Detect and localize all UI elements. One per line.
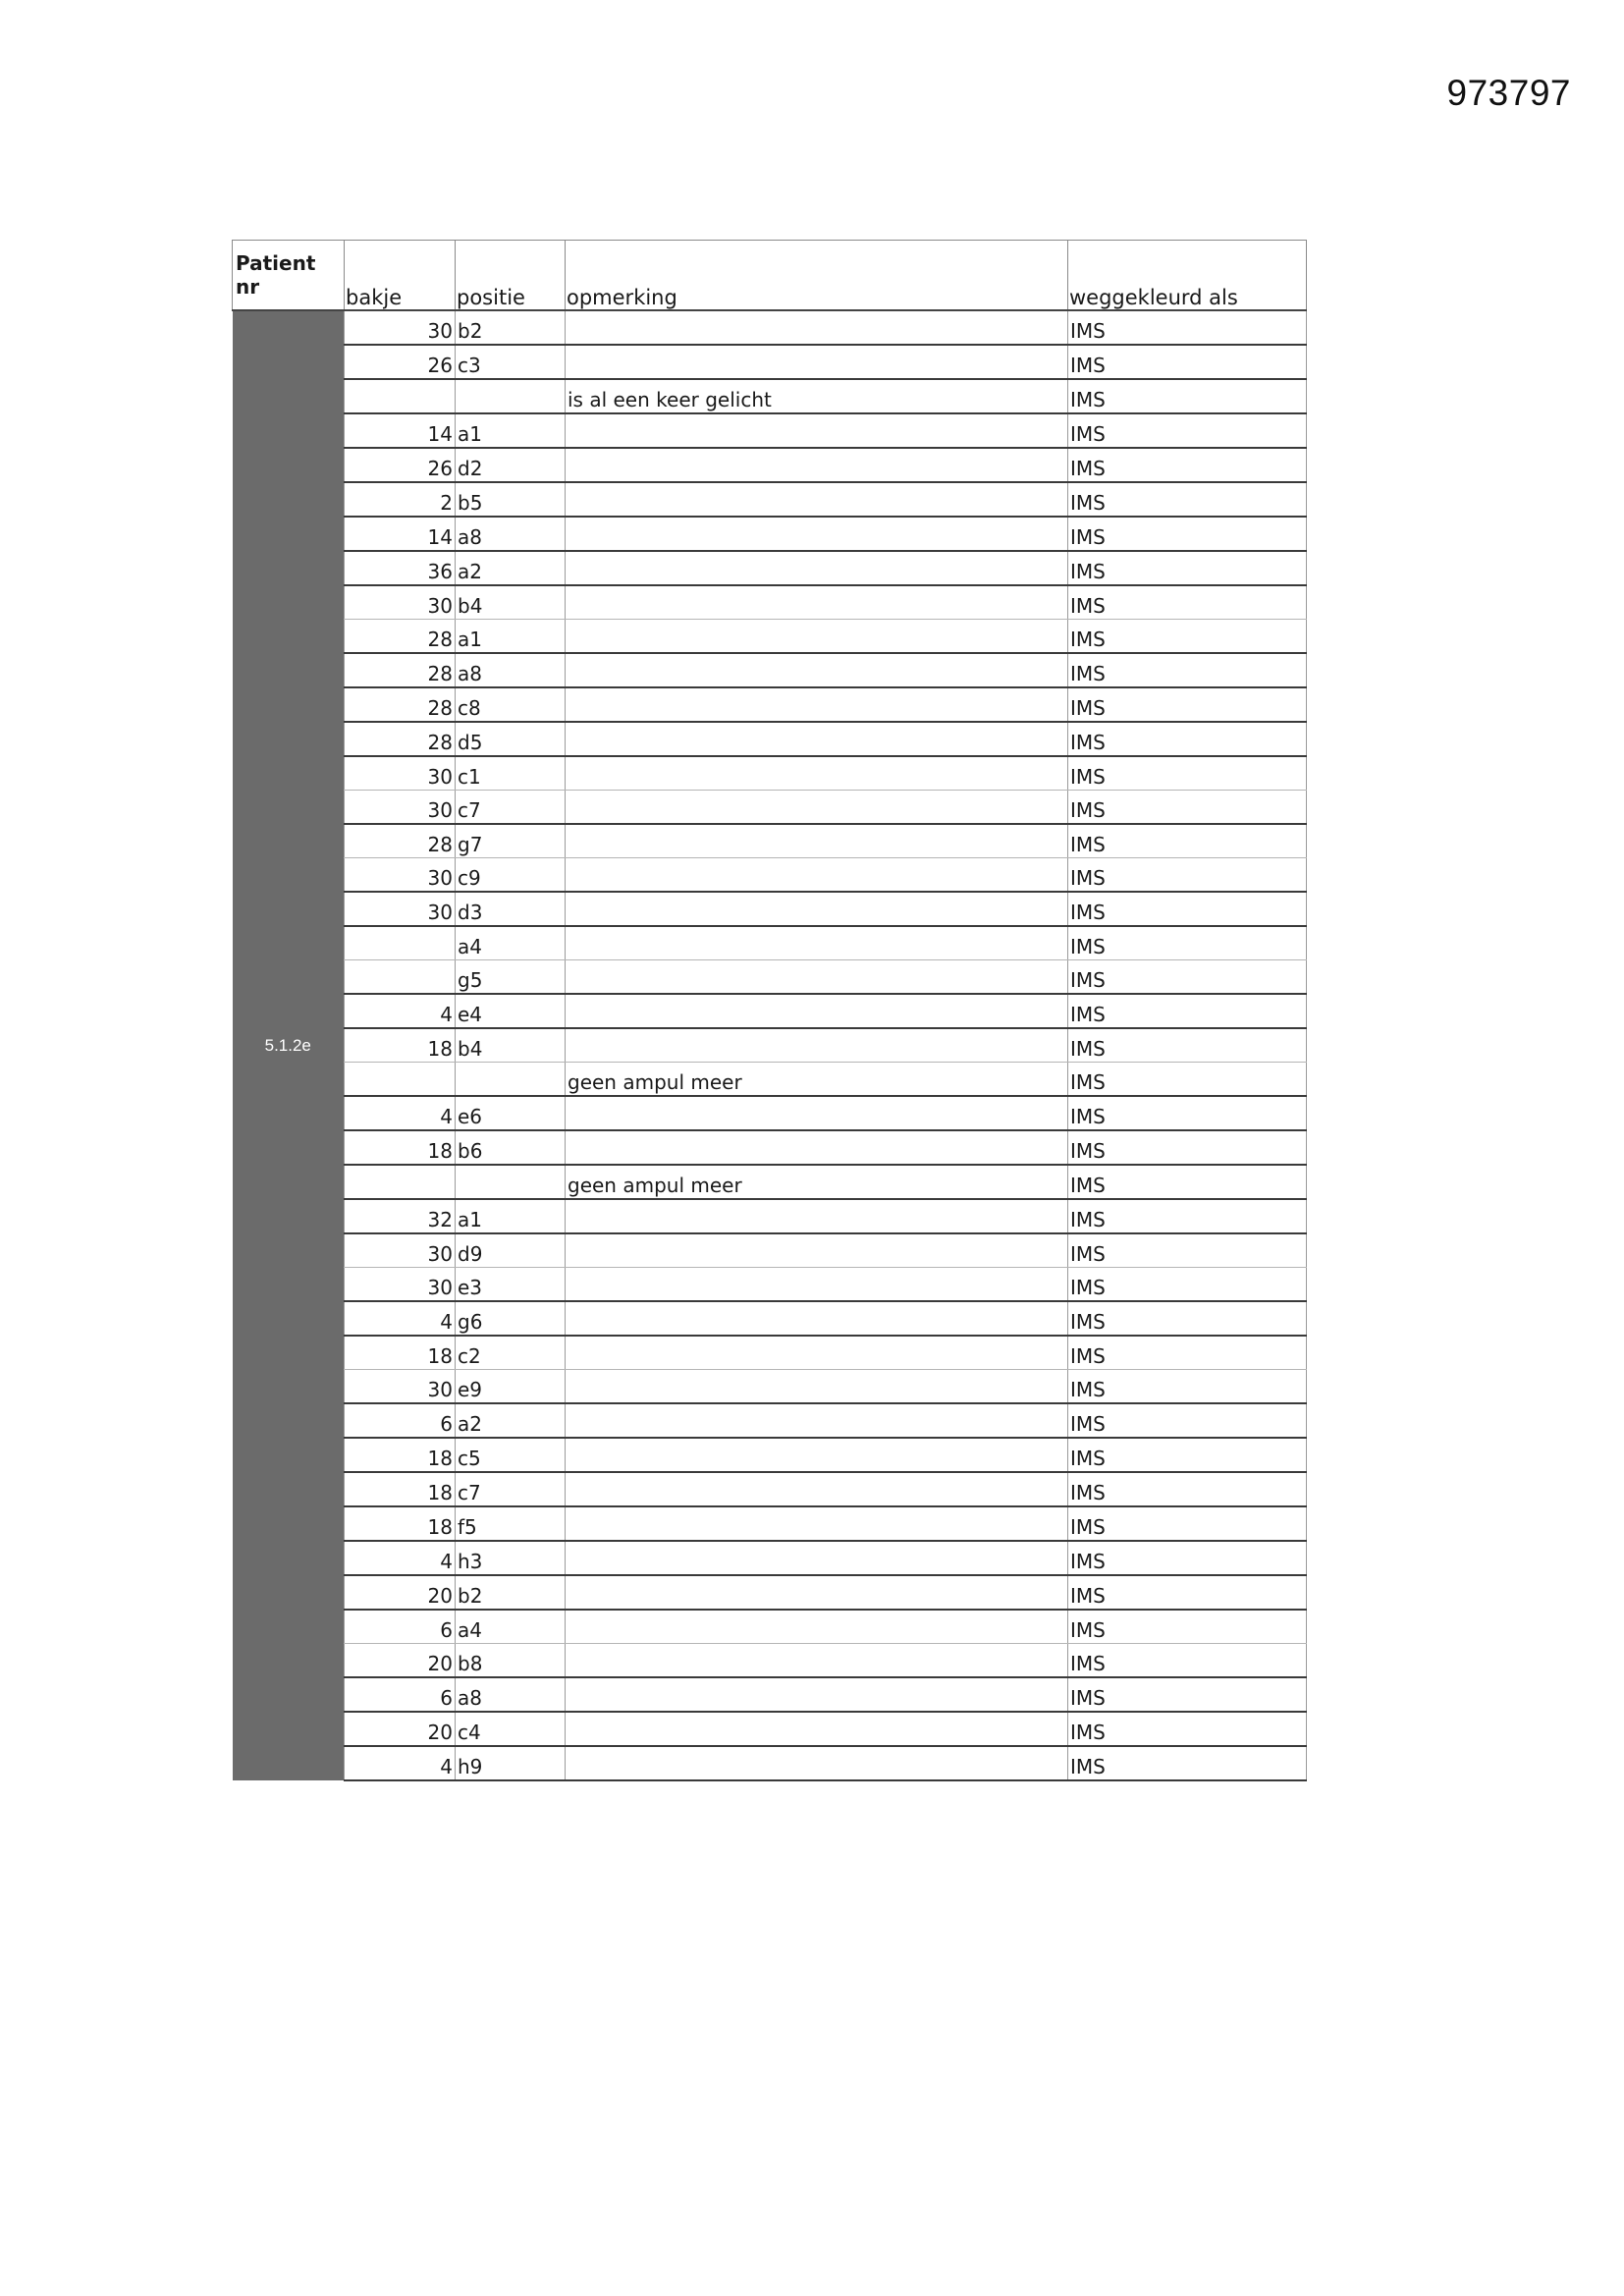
positie-cell bbox=[456, 379, 566, 413]
positie-cell: b8 bbox=[456, 1644, 566, 1678]
positie-cell: b6 bbox=[456, 1130, 566, 1165]
opmerking-cell bbox=[566, 482, 1068, 517]
weggekleurd-cell: IMS bbox=[1068, 1506, 1307, 1541]
weggekleurd-cell: IMS bbox=[1068, 1028, 1307, 1063]
positie-cell: c9 bbox=[456, 858, 566, 893]
weggekleurd-cell: IMS bbox=[1068, 517, 1307, 551]
positie-cell: c3 bbox=[456, 345, 566, 379]
weggekleurd-cell: IMS bbox=[1068, 482, 1307, 517]
weggekleurd-cell: IMS bbox=[1068, 1130, 1307, 1165]
table-row bbox=[233, 1746, 1307, 1780]
header-opmerking: opmerking bbox=[566, 241, 1068, 311]
weggekleurd-cell: IMS bbox=[1068, 791, 1307, 825]
bakje-cell: 4 bbox=[345, 1746, 456, 1780]
weggekleurd-cell: IMS bbox=[1068, 960, 1307, 995]
positie-cell: d9 bbox=[456, 1233, 566, 1268]
bakje-cell: 30 bbox=[345, 1268, 456, 1302]
table-row bbox=[233, 926, 1307, 960]
weggekleurd-cell: IMS bbox=[1068, 858, 1307, 893]
weggekleurd-cell: IMS bbox=[1068, 1370, 1307, 1404]
weggekleurd-cell: IMS bbox=[1068, 310, 1307, 345]
opmerking-cell bbox=[566, 756, 1068, 791]
bakje-cell: 30 bbox=[345, 310, 456, 345]
weggekleurd-cell: IMS bbox=[1068, 345, 1307, 379]
table-row bbox=[233, 310, 1307, 345]
opmerking-cell bbox=[566, 722, 1068, 756]
opmerking-cell bbox=[566, 994, 1068, 1028]
bakje-cell: 30 bbox=[345, 858, 456, 893]
table-row bbox=[233, 620, 1307, 654]
positie-cell: b2 bbox=[456, 1575, 566, 1610]
positie-cell: a2 bbox=[456, 1403, 566, 1438]
bakje-cell: 18 bbox=[345, 1336, 456, 1370]
opmerking-cell bbox=[566, 1336, 1068, 1370]
table-row bbox=[233, 994, 1307, 1028]
table-row bbox=[233, 756, 1307, 791]
opmerking-cell bbox=[566, 1541, 1068, 1575]
positie-cell: b4 bbox=[456, 585, 566, 620]
weggekleurd-cell: IMS bbox=[1068, 1403, 1307, 1438]
weggekleurd-cell: IMS bbox=[1068, 756, 1307, 791]
bakje-cell: 28 bbox=[345, 687, 456, 722]
positie-cell: h9 bbox=[456, 1746, 566, 1780]
positie-cell: d2 bbox=[456, 448, 566, 482]
table-row bbox=[233, 687, 1307, 722]
bakje-cell: 6 bbox=[345, 1403, 456, 1438]
opmerking-cell bbox=[566, 1575, 1068, 1610]
bakje-cell bbox=[345, 1165, 456, 1199]
weggekleurd-cell: IMS bbox=[1068, 585, 1307, 620]
table-row bbox=[233, 1199, 1307, 1233]
bakje-cell: 6 bbox=[345, 1677, 456, 1712]
opmerking-cell bbox=[566, 858, 1068, 893]
opmerking-cell bbox=[566, 585, 1068, 620]
bakje-cell: 18 bbox=[345, 1472, 456, 1506]
table-row bbox=[233, 824, 1307, 858]
bakje-cell: 18 bbox=[345, 1506, 456, 1541]
opmerking-cell bbox=[566, 310, 1068, 345]
positie-cell: h3 bbox=[456, 1541, 566, 1575]
bakje-cell: 30 bbox=[345, 791, 456, 825]
table-row bbox=[233, 1677, 1307, 1712]
weggekleurd-cell: IMS bbox=[1068, 1165, 1307, 1199]
opmerking-cell bbox=[566, 620, 1068, 654]
opmerking-cell bbox=[566, 687, 1068, 722]
positie-cell: g6 bbox=[456, 1301, 566, 1336]
table-row bbox=[233, 1472, 1307, 1506]
positie-cell: a1 bbox=[456, 1199, 566, 1233]
positie-cell: a1 bbox=[456, 413, 566, 448]
table-row bbox=[233, 448, 1307, 482]
weggekleurd-cell: IMS bbox=[1068, 448, 1307, 482]
weggekleurd-cell: IMS bbox=[1068, 1644, 1307, 1678]
opmerking-cell bbox=[566, 960, 1068, 995]
table-row bbox=[233, 1712, 1307, 1746]
bakje-cell: 6 bbox=[345, 1610, 456, 1644]
opmerking-cell bbox=[566, 1610, 1068, 1644]
table-row bbox=[233, 1541, 1307, 1575]
table-row bbox=[233, 722, 1307, 756]
bakje-cell: 30 bbox=[345, 892, 456, 926]
weggekleurd-cell: IMS bbox=[1068, 1472, 1307, 1506]
patient-nr-cell: 5.1.2e bbox=[233, 310, 345, 1780]
header-weggekleurd-als: weggekleurd als bbox=[1068, 241, 1307, 311]
opmerking-cell bbox=[566, 1130, 1068, 1165]
bakje-cell: 26 bbox=[345, 448, 456, 482]
opmerking-cell bbox=[566, 1472, 1068, 1506]
positie-cell: e9 bbox=[456, 1370, 566, 1404]
weggekleurd-cell: IMS bbox=[1068, 892, 1307, 926]
weggekleurd-cell: IMS bbox=[1068, 1677, 1307, 1712]
positie-cell: c4 bbox=[456, 1712, 566, 1746]
table-row bbox=[233, 1506, 1307, 1541]
table-header-row bbox=[233, 241, 1307, 311]
weggekleurd-cell: IMS bbox=[1068, 620, 1307, 654]
weggekleurd-cell: IMS bbox=[1068, 1301, 1307, 1336]
bakje-cell: 4 bbox=[345, 994, 456, 1028]
bakje-cell: 18 bbox=[345, 1028, 456, 1063]
weggekleurd-cell: IMS bbox=[1068, 1233, 1307, 1268]
bakje-cell: 18 bbox=[345, 1438, 456, 1472]
bakje-cell bbox=[345, 1063, 456, 1097]
opmerking-cell bbox=[566, 413, 1068, 448]
positie-cell: a2 bbox=[456, 551, 566, 585]
opmerking-cell: geen ampul meer bbox=[566, 1165, 1068, 1199]
positie-cell: d5 bbox=[456, 722, 566, 756]
positie-cell: a4 bbox=[456, 1610, 566, 1644]
table-row bbox=[233, 1063, 1307, 1097]
table-row bbox=[233, 379, 1307, 413]
table-row bbox=[233, 791, 1307, 825]
bakje-cell: 2 bbox=[345, 482, 456, 517]
spreadsheet-page bbox=[232, 240, 1306, 1793]
table-row bbox=[233, 551, 1307, 585]
opmerking-cell bbox=[566, 345, 1068, 379]
weggekleurd-cell: IMS bbox=[1068, 1575, 1307, 1610]
opmerking-cell bbox=[566, 1199, 1068, 1233]
table-row bbox=[233, 892, 1307, 926]
table-row bbox=[233, 1336, 1307, 1370]
bakje-cell: 28 bbox=[345, 824, 456, 858]
positie-cell: b5 bbox=[456, 482, 566, 517]
weggekleurd-cell: IMS bbox=[1068, 1438, 1307, 1472]
bakje-cell: 14 bbox=[345, 517, 456, 551]
table-row bbox=[233, 653, 1307, 687]
bakje-cell bbox=[345, 379, 456, 413]
table-row bbox=[233, 1028, 1307, 1063]
opmerking-cell bbox=[566, 653, 1068, 687]
positie-cell: b4 bbox=[456, 1028, 566, 1063]
weggekleurd-cell: IMS bbox=[1068, 1610, 1307, 1644]
weggekleurd-cell: IMS bbox=[1068, 1199, 1307, 1233]
table-row bbox=[233, 1301, 1307, 1336]
table-row bbox=[233, 345, 1307, 379]
positie-cell: c1 bbox=[456, 756, 566, 791]
opmerking-cell bbox=[566, 824, 1068, 858]
weggekleurd-cell: IMS bbox=[1068, 687, 1307, 722]
opmerking-cell bbox=[566, 1301, 1068, 1336]
vial-log-table bbox=[232, 240, 1307, 1781]
opmerking-cell bbox=[566, 1096, 1068, 1130]
table-row bbox=[233, 1403, 1307, 1438]
opmerking-cell bbox=[566, 1644, 1068, 1678]
weggekleurd-cell: IMS bbox=[1068, 1096, 1307, 1130]
positie-cell: d3 bbox=[456, 892, 566, 926]
header-patient-nr: Patient nr bbox=[233, 241, 345, 311]
weggekleurd-cell: IMS bbox=[1068, 551, 1307, 585]
opmerking-cell bbox=[566, 517, 1068, 551]
bakje-cell: 28 bbox=[345, 653, 456, 687]
bakje-cell: 4 bbox=[345, 1541, 456, 1575]
opmerking-cell bbox=[566, 448, 1068, 482]
weggekleurd-cell: IMS bbox=[1068, 1712, 1307, 1746]
weggekleurd-cell: IMS bbox=[1068, 824, 1307, 858]
positie-cell: c8 bbox=[456, 687, 566, 722]
table-row bbox=[233, 1130, 1307, 1165]
bakje-cell: 20 bbox=[345, 1575, 456, 1610]
positie-cell: e4 bbox=[456, 994, 566, 1028]
positie-cell: g7 bbox=[456, 824, 566, 858]
opmerking-cell bbox=[566, 1746, 1068, 1780]
opmerking-cell bbox=[566, 1438, 1068, 1472]
table-row bbox=[233, 960, 1307, 995]
table-row bbox=[233, 482, 1307, 517]
table-row bbox=[233, 413, 1307, 448]
table-row bbox=[233, 858, 1307, 893]
positie-cell bbox=[456, 1165, 566, 1199]
document-number: 973797 bbox=[1446, 73, 1571, 113]
positie-cell: f5 bbox=[456, 1506, 566, 1541]
opmerking-cell bbox=[566, 1370, 1068, 1404]
opmerking-cell bbox=[566, 1403, 1068, 1438]
weggekleurd-cell: IMS bbox=[1068, 1063, 1307, 1097]
weggekleurd-cell: IMS bbox=[1068, 1746, 1307, 1780]
positie-cell: c7 bbox=[456, 1472, 566, 1506]
opmerking-cell: geen ampul meer bbox=[566, 1063, 1068, 1097]
weggekleurd-cell: IMS bbox=[1068, 1268, 1307, 1302]
bakje-cell: 14 bbox=[345, 413, 456, 448]
opmerking-cell bbox=[566, 926, 1068, 960]
bakje-cell: 30 bbox=[345, 756, 456, 791]
positie-cell: c7 bbox=[456, 791, 566, 825]
positie-cell: g5 bbox=[456, 960, 566, 995]
opmerking-cell bbox=[566, 1506, 1068, 1541]
bakje-cell: 36 bbox=[345, 551, 456, 585]
weggekleurd-cell: IMS bbox=[1068, 413, 1307, 448]
bakje-cell: 28 bbox=[345, 620, 456, 654]
weggekleurd-cell: IMS bbox=[1068, 722, 1307, 756]
weggekleurd-cell: IMS bbox=[1068, 1336, 1307, 1370]
weggekleurd-cell: IMS bbox=[1068, 653, 1307, 687]
opmerking-cell bbox=[566, 1677, 1068, 1712]
positie-cell: a8 bbox=[456, 1677, 566, 1712]
positie-cell: e6 bbox=[456, 1096, 566, 1130]
positie-cell: c5 bbox=[456, 1438, 566, 1472]
opmerking-cell bbox=[566, 1233, 1068, 1268]
weggekleurd-cell: IMS bbox=[1068, 994, 1307, 1028]
table-row bbox=[233, 1644, 1307, 1678]
table-row bbox=[233, 1370, 1307, 1404]
weggekleurd-cell: IMS bbox=[1068, 926, 1307, 960]
positie-cell bbox=[456, 1063, 566, 1097]
bakje-cell bbox=[345, 926, 456, 960]
opmerking-cell bbox=[566, 1712, 1068, 1746]
bakje-cell: 4 bbox=[345, 1096, 456, 1130]
bakje-cell: 18 bbox=[345, 1130, 456, 1165]
opmerking-cell bbox=[566, 791, 1068, 825]
opmerking-cell bbox=[566, 551, 1068, 585]
table-row bbox=[233, 585, 1307, 620]
opmerking-cell bbox=[566, 1028, 1068, 1063]
positie-cell: a8 bbox=[456, 653, 566, 687]
bakje-cell: 30 bbox=[345, 1370, 456, 1404]
table-row bbox=[233, 517, 1307, 551]
table-row bbox=[233, 1268, 1307, 1302]
table-body bbox=[233, 310, 1307, 1780]
bakje-cell: 32 bbox=[345, 1199, 456, 1233]
bakje-cell: 20 bbox=[345, 1712, 456, 1746]
positie-cell: e3 bbox=[456, 1268, 566, 1302]
opmerking-cell bbox=[566, 892, 1068, 926]
opmerking-cell bbox=[566, 1268, 1068, 1302]
bakje-cell: 26 bbox=[345, 345, 456, 379]
bakje-cell: 20 bbox=[345, 1644, 456, 1678]
positie-cell: b2 bbox=[456, 310, 566, 345]
weggekleurd-cell: IMS bbox=[1068, 1541, 1307, 1575]
positie-cell: a8 bbox=[456, 517, 566, 551]
table-row bbox=[233, 1438, 1307, 1472]
positie-cell: c2 bbox=[456, 1336, 566, 1370]
bakje-cell bbox=[345, 960, 456, 995]
bakje-cell: 28 bbox=[345, 722, 456, 756]
opmerking-cell: is al een keer gelicht bbox=[566, 379, 1068, 413]
bakje-cell: 4 bbox=[345, 1301, 456, 1336]
table-row bbox=[233, 1165, 1307, 1199]
header-positie: positie bbox=[456, 241, 566, 311]
table-row bbox=[233, 1575, 1307, 1610]
table-row bbox=[233, 1233, 1307, 1268]
table-row bbox=[233, 1610, 1307, 1644]
bakje-cell: 30 bbox=[345, 1233, 456, 1268]
table-row bbox=[233, 1096, 1307, 1130]
positie-cell: a4 bbox=[456, 926, 566, 960]
bakje-cell: 30 bbox=[345, 585, 456, 620]
header-bakje: bakje bbox=[345, 241, 456, 311]
positie-cell: a1 bbox=[456, 620, 566, 654]
weggekleurd-cell: IMS bbox=[1068, 379, 1307, 413]
